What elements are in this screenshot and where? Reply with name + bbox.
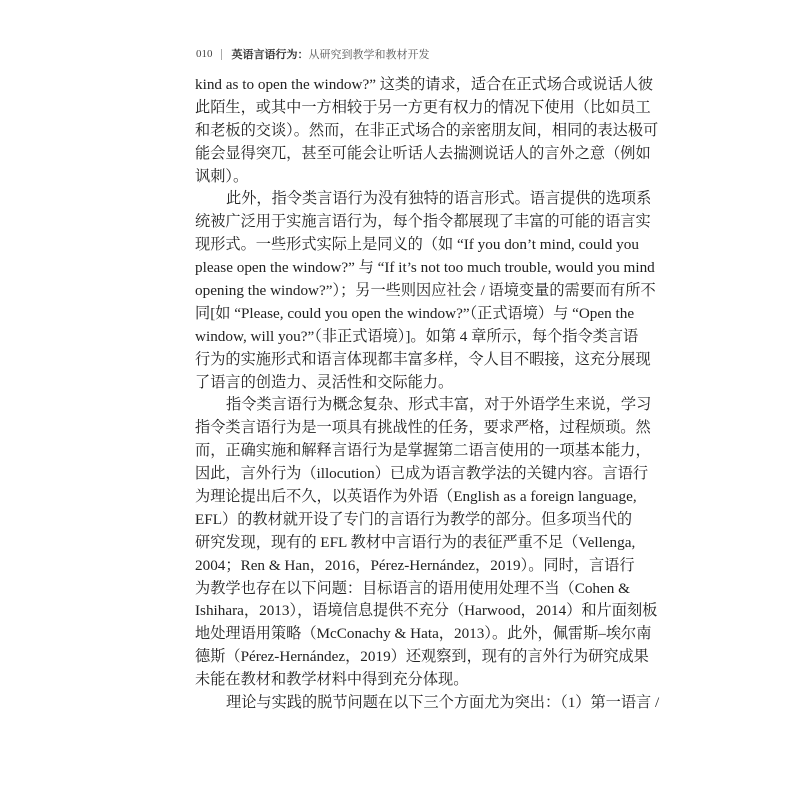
text-line: kind as to open the window?” 这类的请求，适合在正式场合或说话人彼 — [195, 76, 654, 93]
text-line: 而，正确实施和解释言语行为是掌握第二语言使用的一项基本能力， — [195, 442, 651, 460]
text-line: 为理论提出后不久，以英语作为外语（English as a foreign language, — [195, 488, 637, 506]
text-line: 现形式。一些形式实际上是同义的（如 “If you don’t mind, could you — [195, 236, 639, 254]
text-line: 统被广泛用于实施言语行为，每个指令都展现了丰富的可能的语言实 — [195, 213, 651, 231]
text-line: 理论与实践的脱节问题在以下三个方面尤为突出：（1）第一语言 / — [226, 694, 660, 712]
text-line: 了语言的创造力、灵活性和交际能力。 — [195, 373, 454, 391]
text-line: 研究发现，现有的 EFL 教材中言语行为的表征严重不足（Vellenga, — [195, 533, 636, 551]
text-line: 能会显得突兀，甚至可能会让听话人去揣测说话人的言外之意（例如 — [195, 144, 651, 162]
text-line: 德斯（Pérez-Hernández，2019）还观察到，现有的言外行为研究成果 — [195, 648, 649, 666]
text-line: 此陌生，或其中一方相较于另一方更有权力的情况下使用（比如员工 — [195, 98, 651, 116]
paragraph — [195, 188, 656, 394]
text-line: 地处理语用策略（McConachy & Hata，2013）。此外，佩雷斯–埃尔南 — [195, 625, 652, 643]
page-body — [195, 74, 660, 715]
paragraph — [195, 74, 659, 188]
page-number: 010 — [196, 48, 213, 60]
text-line: please open the window?” 与 “If it’s not too much trouble, would you mind — [195, 259, 655, 277]
text-line: 行为的实施形式和语言体现都丰富多样，令人目不暇接，这充分展现 — [195, 350, 651, 368]
book-title-bold: 英语言语行为： — [231, 49, 309, 61]
text-line: Ishihara，2013），语境信息提供不充分（Harwood，2014）和片面刻板 — [195, 602, 658, 620]
paragraph — [195, 692, 660, 715]
text-line: window, will you?”（非正式语境）]。如第 4 章所示，每个指令类言语 — [195, 327, 639, 345]
header-divider — [221, 49, 222, 60]
text-line: 指令类言语行为概念复杂、形式丰富，对于外语学生来说，学习 — [226, 396, 652, 414]
text-line: 为教学也存在以下问题：目标语言的语用使用处理不当（Cohen & — [195, 579, 630, 597]
text-line: 2004；Ren & Han，2016，Pérez-Hernández，2019）。同时，言语行 — [195, 556, 635, 574]
text-line: 讽刺）。 — [195, 167, 249, 185]
text-line: opening the window?”）；另一些则因应社会 / 语境变量的需要而有所不 — [195, 282, 656, 300]
book-title-subtitle: 从研究到教学和教材开发 — [308, 49, 430, 61]
text-line: 未能在教材和教学材料中得到充分体现。 — [195, 671, 469, 689]
text-line: 因此，言外行为（illocution）已成为语言教学法的关键内容。言语行 — [195, 465, 649, 483]
text-line: EFL）的教材就开设了专门的言语行为教学的部分。但多项当代的 — [195, 510, 633, 528]
paragraph — [195, 394, 658, 692]
text-line: 同[如 “Please, could you open the window?”（正式语境）与 “Open the — [195, 304, 635, 322]
text-line: 指令类言语行为是一项具有挑战性的任务，要求严格，过程烦琐。然 — [195, 419, 651, 437]
text-line: 此外，指令类言语行为没有独特的语言形式。语言提供的选项系 — [226, 190, 652, 208]
running-header — [196, 46, 430, 62]
text-line: 和老板的交谈）。然而，在非正式场合的亲密朋友间，相同的表达极可 — [195, 121, 659, 139]
